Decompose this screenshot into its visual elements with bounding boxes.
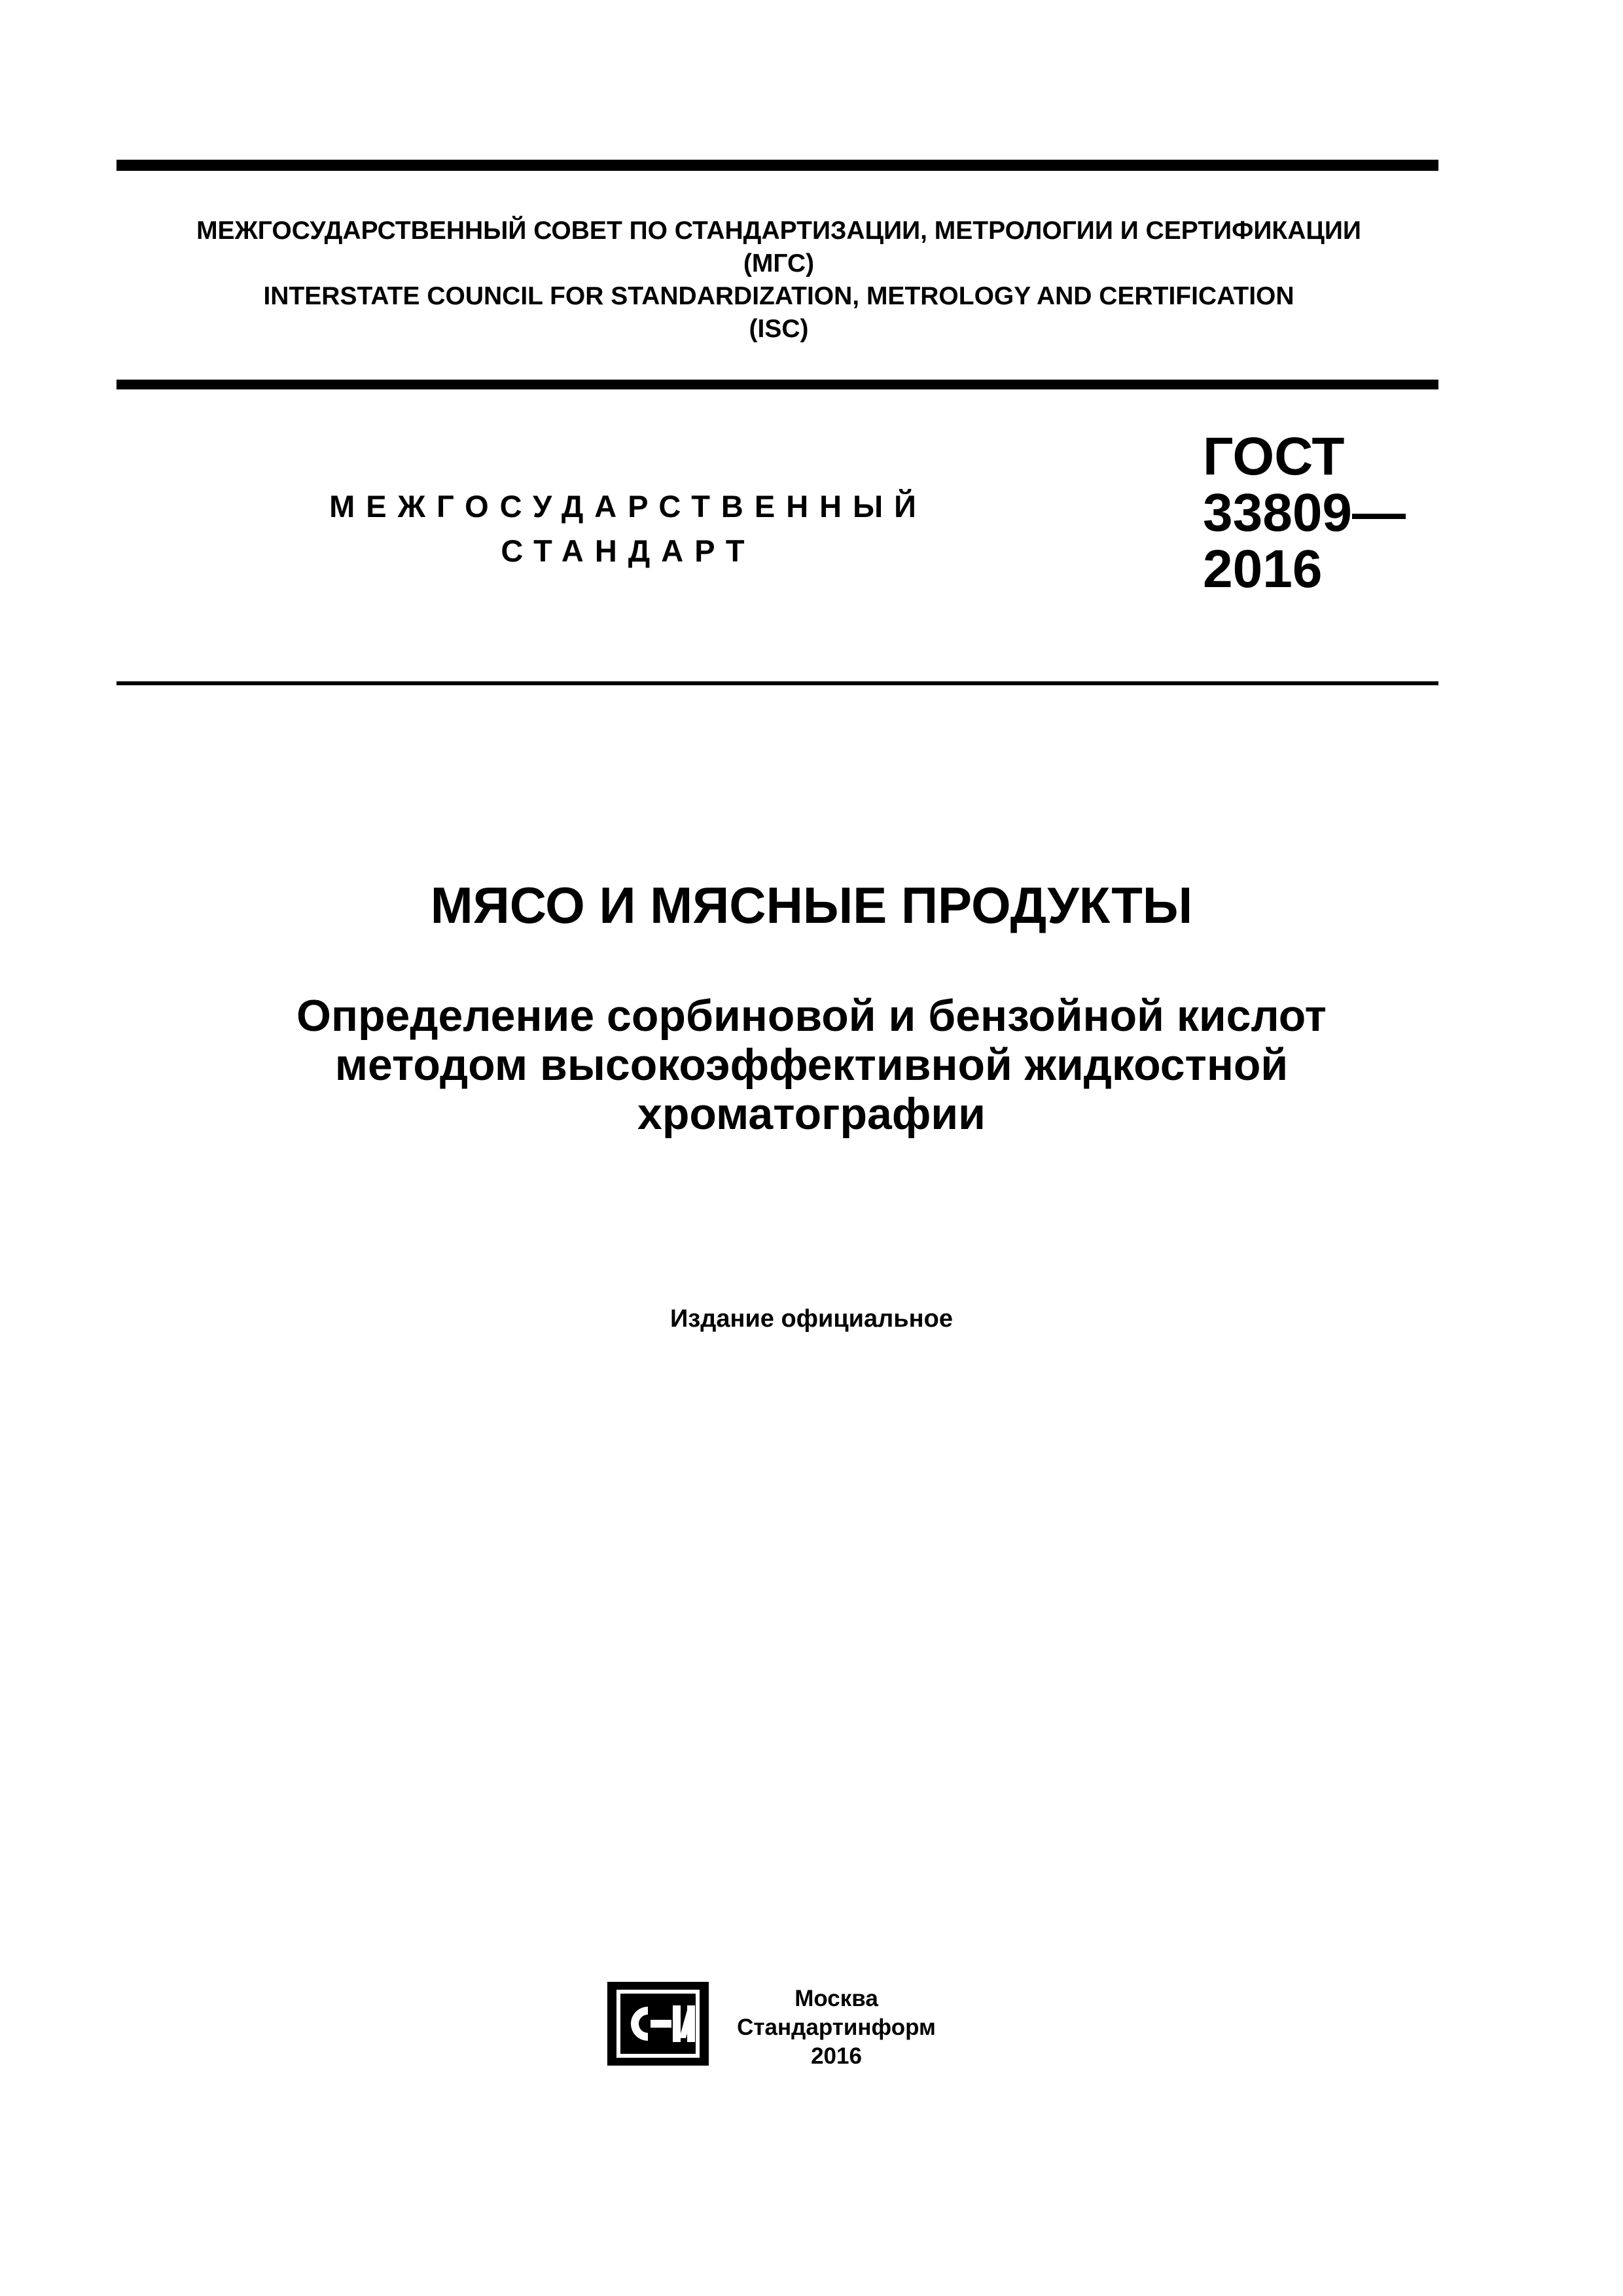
standard-type-label (275, 484, 982, 573)
council-header (98, 215, 1459, 346)
publisher-block (732, 1984, 941, 2071)
designation-number: 33809— (1203, 483, 1406, 543)
subtitle-line-3: хроматографии (637, 1089, 986, 1139)
middle-rule (116, 380, 1438, 389)
edition-note: Издание официальное (670, 1305, 953, 1333)
publisher-name: Стандартинформ (737, 2015, 936, 2040)
subtitle-line-2: методом высокоэффективной жидкостной (334, 1040, 1289, 1090)
designation-prefix: ГОСТ (1203, 427, 1345, 486)
council-abbr-en: (ISC) (749, 315, 809, 343)
standard-designation (1203, 429, 1406, 598)
document-title: МЯСО И МЯСНЫЕ ПРОДУКТЫ (430, 876, 1193, 934)
council-name-en: INTERSTATE COUNCIL FOR STANDARDIZATION, METROLOGY AND CERTIFICATION (263, 282, 1294, 310)
top-rule (116, 160, 1438, 171)
publisher-year: 2016 (811, 2043, 862, 2069)
document-subtitle (131, 992, 1492, 1139)
bottom-rule (116, 681, 1438, 685)
standartinform-logo (607, 1982, 709, 2066)
publisher-city: Москва (794, 1986, 878, 2011)
council-abbr-ru: (МГС) (743, 249, 815, 278)
standard-type-line-1: МЕЖГОСУДАРСТВЕННЫЙ (329, 489, 927, 524)
designation-year: 2016 (1203, 539, 1323, 599)
council-name-ru: МЕЖГОСУДАРСТВЕННЫЙ СОВЕТ ПО СТАНДАРТИЗАЦИИ, МЕТРОЛОГИИ И СЕРТИФИКАЦИИ (196, 217, 1361, 245)
standard-type-line-2: СТАНДАРТ (501, 533, 756, 568)
subtitle-line-1: Определение сорбиновой и бензойной кислот (296, 991, 1327, 1041)
